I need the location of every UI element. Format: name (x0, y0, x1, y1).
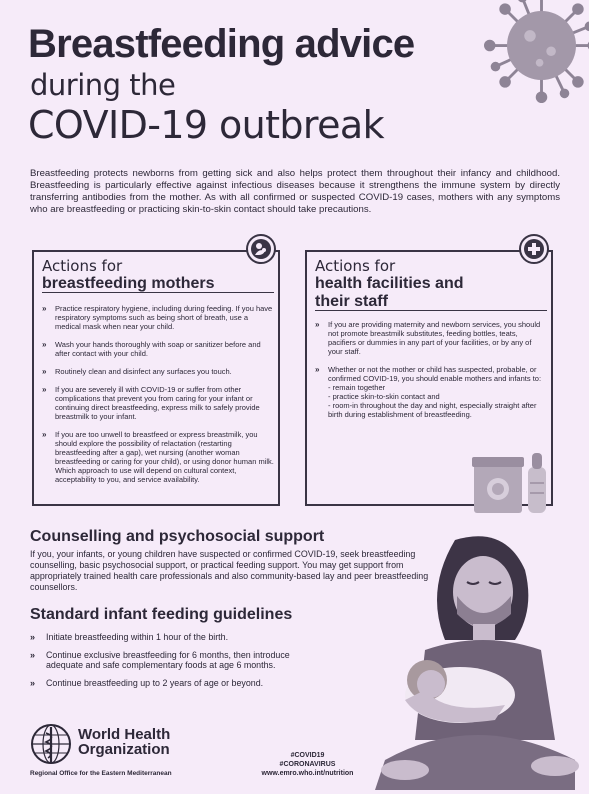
list-item-text: Continue exclusive breastfeeding for 6 months, then introduce adequate and safe complementary foods at age 6 months. (46, 649, 290, 670)
hashtags (245, 751, 370, 778)
hashtag-coronavirus: #CORONAVIRUS (279, 761, 336, 768)
list-item (42, 430, 274, 484)
mothers-list (42, 304, 274, 493)
list-item-text: If you are too unwell to breastfeed or express breastmilk, you should explore the possibility of relactation (restarting breastfeeding after a gap), wet nursing (another woman breastfeeding or caring for your child), or using donor human milk. Which approach to use will depend on cultural context, acceptability to you, and service availability. (55, 430, 274, 484)
breastfeeding-badge-icon (246, 234, 276, 264)
standard-heading: Standard infant feeding guidelines (30, 606, 293, 623)
chevron-icon: » (42, 430, 47, 439)
who-emblem-icon (30, 723, 72, 765)
sub-item: - practice skin-to-skin contact and (328, 392, 440, 401)
facilities-box-heading (315, 257, 463, 311)
mothers-box-heading (42, 257, 214, 293)
facilities-heading-a: Actions for (315, 257, 396, 275)
list-item (42, 304, 274, 331)
list-item (30, 650, 320, 671)
who-region: Regional Office for the Eastern Mediterranean (30, 770, 172, 777)
medical-cross-icon (519, 234, 549, 264)
mothers-box (32, 250, 280, 506)
chevron-icon: » (315, 365, 320, 374)
list-item (30, 632, 320, 643)
website-link[interactable]: www.emro.who.int/nutrition (261, 770, 354, 777)
mothers-heading-a: Actions for (42, 257, 123, 275)
chevron-icon: » (42, 385, 47, 394)
who-name (78, 727, 170, 757)
chevron-icon: » (30, 632, 36, 642)
who-name-line-1: World Health (78, 726, 171, 743)
title-line-1: Breastfeeding advice (28, 22, 415, 66)
chevron-icon: » (315, 320, 320, 329)
counselling-text: If you, your infants, or young children have suspected or confirmed COVID-19, seek breastfeeding counselling, basic psychosocial support, or practical feeding support. You may get support from appropriately trained health care professionals and also community-based lay and peer breastfeeding counsellors. (30, 549, 429, 592)
list-item (42, 340, 274, 358)
standard-list (30, 632, 320, 695)
list-item-text: Continue breastfeeding up to 2 years of age or beyond. (46, 677, 264, 688)
list-item-text: If you are severely ill with COVID-19 or suffer from other complications that prevent you from caring for your infant or continuing direct breastfeeding, express milk to safely provide breastmilk to your infant. (55, 385, 260, 421)
title-line-3: COVID-19 outbreak (28, 103, 384, 147)
who-name-line-2: Organization (78, 741, 170, 758)
mothers-heading-b: breastfeeding mothers (42, 275, 215, 292)
list-item (42, 367, 274, 376)
sub-item: - remain together (328, 383, 386, 392)
chevron-icon: » (42, 304, 47, 313)
coronavirus-icon (484, 0, 589, 103)
list-item (315, 365, 547, 419)
list-item-text: If you are providing maternity and newborn services, you should not promote breastmilk substitutes, feeding bottles, teats, pacifiers or dummies in any part of your facilities, or by any of your staff. (328, 320, 541, 356)
list-item (30, 678, 320, 689)
sub-item: - room-in throughout the day and night, especially straight after birth during establishment of breastfeeding. (328, 401, 537, 419)
title-line-2: during the (30, 68, 176, 102)
list-item-text: Routinely clean and disinfect any surfaces you touch. (55, 367, 232, 376)
intro-paragraph: Breastfeeding protects newborns from getting sick and also helps protect them throughout their infancy and childhood. Breastfeeding is particularly effective against infectious diseases because it strengthens the immune system by directly transferring antibodies from the mother. As with all confirmed or suspected COVID-19 cases, mothers with any symptoms who are breastfeeding or practicing skin-to-skin contact should take precautions. (30, 168, 560, 215)
facilities-heading-b2: their staff (315, 293, 388, 310)
list-item-text: Initiate breastfeeding within 1 hour of the birth. (46, 632, 229, 642)
list-item (315, 320, 547, 356)
formula-tin-and-bottle-illustration (470, 445, 555, 515)
list-item-text: Practice respiratory hygiene, including during feeding. If you have respiratory symptoms such as being short of breath, use a medical mask when near your child. (55, 304, 273, 331)
divider (315, 310, 547, 311)
hashtag-covid19: #COVID19 (290, 752, 325, 759)
counselling-heading: Counselling and psychosocial support (30, 528, 325, 545)
list-item (42, 385, 274, 421)
facilities-heading-b1: health facilities and (315, 275, 464, 292)
chevron-icon: » (42, 340, 47, 349)
list-item-text: Whether or not the mother or child has suspected, probable, or confirmed COVID-19, you should enable mothers and infants to: (328, 365, 542, 383)
chevron-icon: » (30, 649, 36, 660)
chevron-icon: » (42, 367, 47, 376)
facilities-list (315, 320, 547, 428)
breastfeeding-mother-illustration (365, 530, 585, 790)
chevron-icon: » (30, 677, 36, 688)
divider (42, 292, 274, 293)
list-item-text: Wash your hands thoroughly with soap or sanitizer before and after contact with your child. (55, 340, 261, 358)
